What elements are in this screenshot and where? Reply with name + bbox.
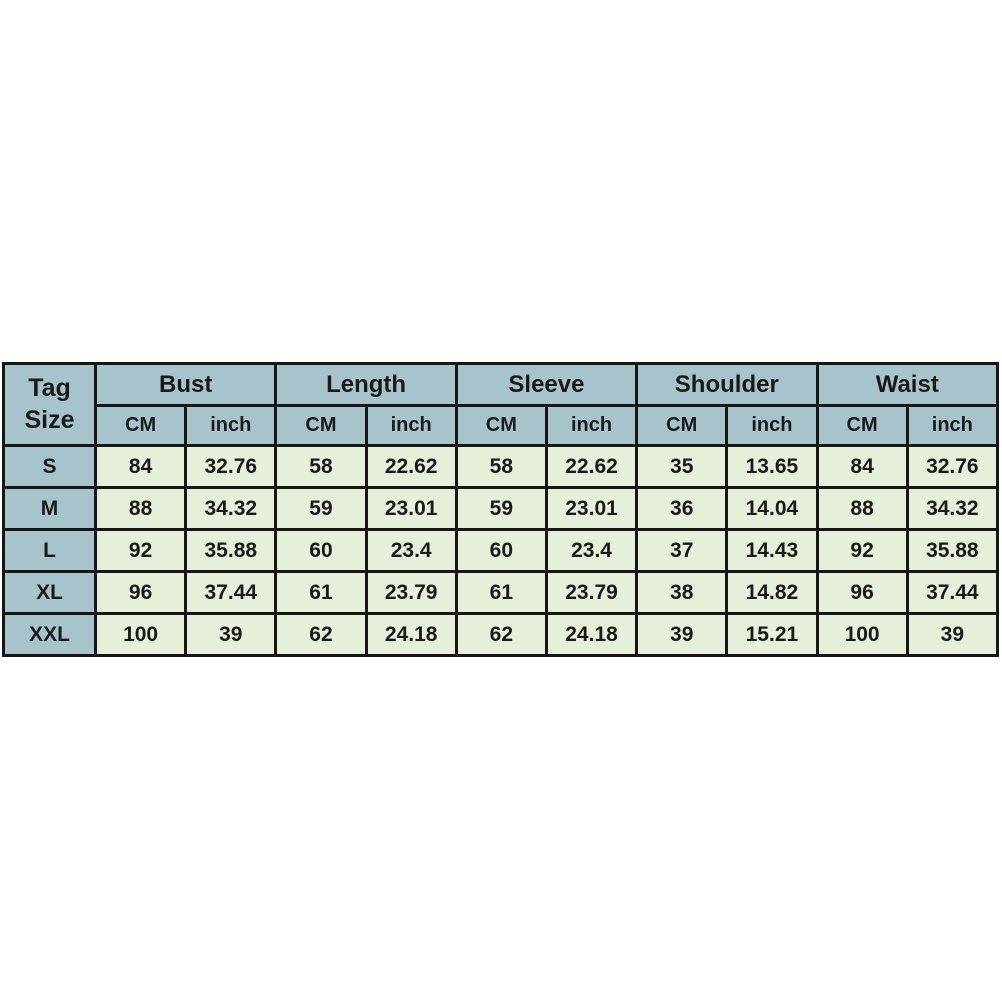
unit-header-sleeve-inch: inch: [546, 406, 636, 446]
value-cell: 38: [637, 572, 727, 614]
corner-header-line1: Tag: [28, 374, 71, 403]
value-cell: 35.88: [907, 530, 997, 572]
value-cell: 84: [96, 446, 186, 488]
value-cell: 62: [456, 614, 546, 656]
value-cell: 37: [637, 530, 727, 572]
table-row-s: [4, 446, 998, 488]
value-cell: 15.21: [727, 614, 817, 656]
group-header-shoulder: Shoulder: [637, 364, 817, 406]
value-cell: 100: [96, 614, 186, 656]
value-cell: 58: [456, 446, 546, 488]
value-cell: 58: [276, 446, 366, 488]
value-cell: 14.82: [727, 572, 817, 614]
group-header-length: Length: [276, 364, 456, 406]
value-cell: 24.18: [366, 614, 456, 656]
value-cell: 59: [276, 488, 366, 530]
value-cell: 13.65: [727, 446, 817, 488]
size-chart-table: [2, 362, 999, 657]
value-cell: 23.01: [366, 488, 456, 530]
value-cell: 34.32: [907, 488, 997, 530]
value-cell: 61: [276, 572, 366, 614]
size-label-s: S: [4, 446, 96, 488]
unit-header-sleeve-cm: CM: [456, 406, 546, 446]
value-cell: 22.62: [366, 446, 456, 488]
unit-header-waist-cm: CM: [817, 406, 907, 446]
value-cell: 96: [96, 572, 186, 614]
value-cell: 23.79: [546, 572, 636, 614]
table-row-m: [4, 488, 998, 530]
unit-header-shoulder-inch: inch: [727, 406, 817, 446]
table-body: [4, 446, 998, 656]
value-cell: 23.4: [366, 530, 456, 572]
value-cell: 32.76: [186, 446, 276, 488]
value-cell: 37.44: [907, 572, 997, 614]
value-cell: 84: [817, 446, 907, 488]
unit-header-length-inch: inch: [366, 406, 456, 446]
group-header-waist: Waist: [817, 364, 998, 406]
unit-header-bust-cm: CM: [96, 406, 186, 446]
value-cell: 39: [637, 614, 727, 656]
size-label-xl: XL: [4, 572, 96, 614]
value-cell: 14.04: [727, 488, 817, 530]
value-cell: 61: [456, 572, 546, 614]
table-row-xl: [4, 572, 998, 614]
unit-header-waist-inch: inch: [907, 406, 997, 446]
value-cell: 14.43: [727, 530, 817, 572]
value-cell: 39: [186, 614, 276, 656]
value-cell: 88: [96, 488, 186, 530]
table-header: [4, 364, 998, 446]
value-cell: 35: [637, 446, 727, 488]
unit-header-bust-inch: inch: [186, 406, 276, 446]
value-cell: 35.88: [186, 530, 276, 572]
value-cell: 96: [817, 572, 907, 614]
value-cell: 32.76: [907, 446, 997, 488]
group-header-bust: Bust: [96, 364, 276, 406]
value-cell: 34.32: [186, 488, 276, 530]
corner-header-tag-size: [4, 364, 96, 446]
value-cell: 39: [907, 614, 997, 656]
group-header-row: [4, 364, 998, 406]
table-row-xxl: [4, 614, 998, 656]
value-cell: 100: [817, 614, 907, 656]
value-cell: 23.01: [546, 488, 636, 530]
size-label-xxl: XXL: [4, 614, 96, 656]
table-row-l: [4, 530, 998, 572]
unit-header-shoulder-cm: CM: [637, 406, 727, 446]
value-cell: 60: [276, 530, 366, 572]
value-cell: 37.44: [186, 572, 276, 614]
value-cell: 62: [276, 614, 366, 656]
size-label-l: L: [4, 530, 96, 572]
value-cell: 60: [456, 530, 546, 572]
corner-header-line2: Size: [24, 405, 75, 434]
value-cell: 22.62: [546, 446, 636, 488]
value-cell: 59: [456, 488, 546, 530]
value-cell: 88: [817, 488, 907, 530]
unit-header-length-cm: CM: [276, 406, 366, 446]
group-header-sleeve: Sleeve: [456, 364, 636, 406]
value-cell: 23.79: [366, 572, 456, 614]
value-cell: 24.18: [546, 614, 636, 656]
value-cell: 92: [96, 530, 186, 572]
value-cell: 92: [817, 530, 907, 572]
unit-header-row: [4, 406, 998, 446]
size-label-m: M: [4, 488, 96, 530]
value-cell: 23.4: [546, 530, 636, 572]
value-cell: 36: [637, 488, 727, 530]
